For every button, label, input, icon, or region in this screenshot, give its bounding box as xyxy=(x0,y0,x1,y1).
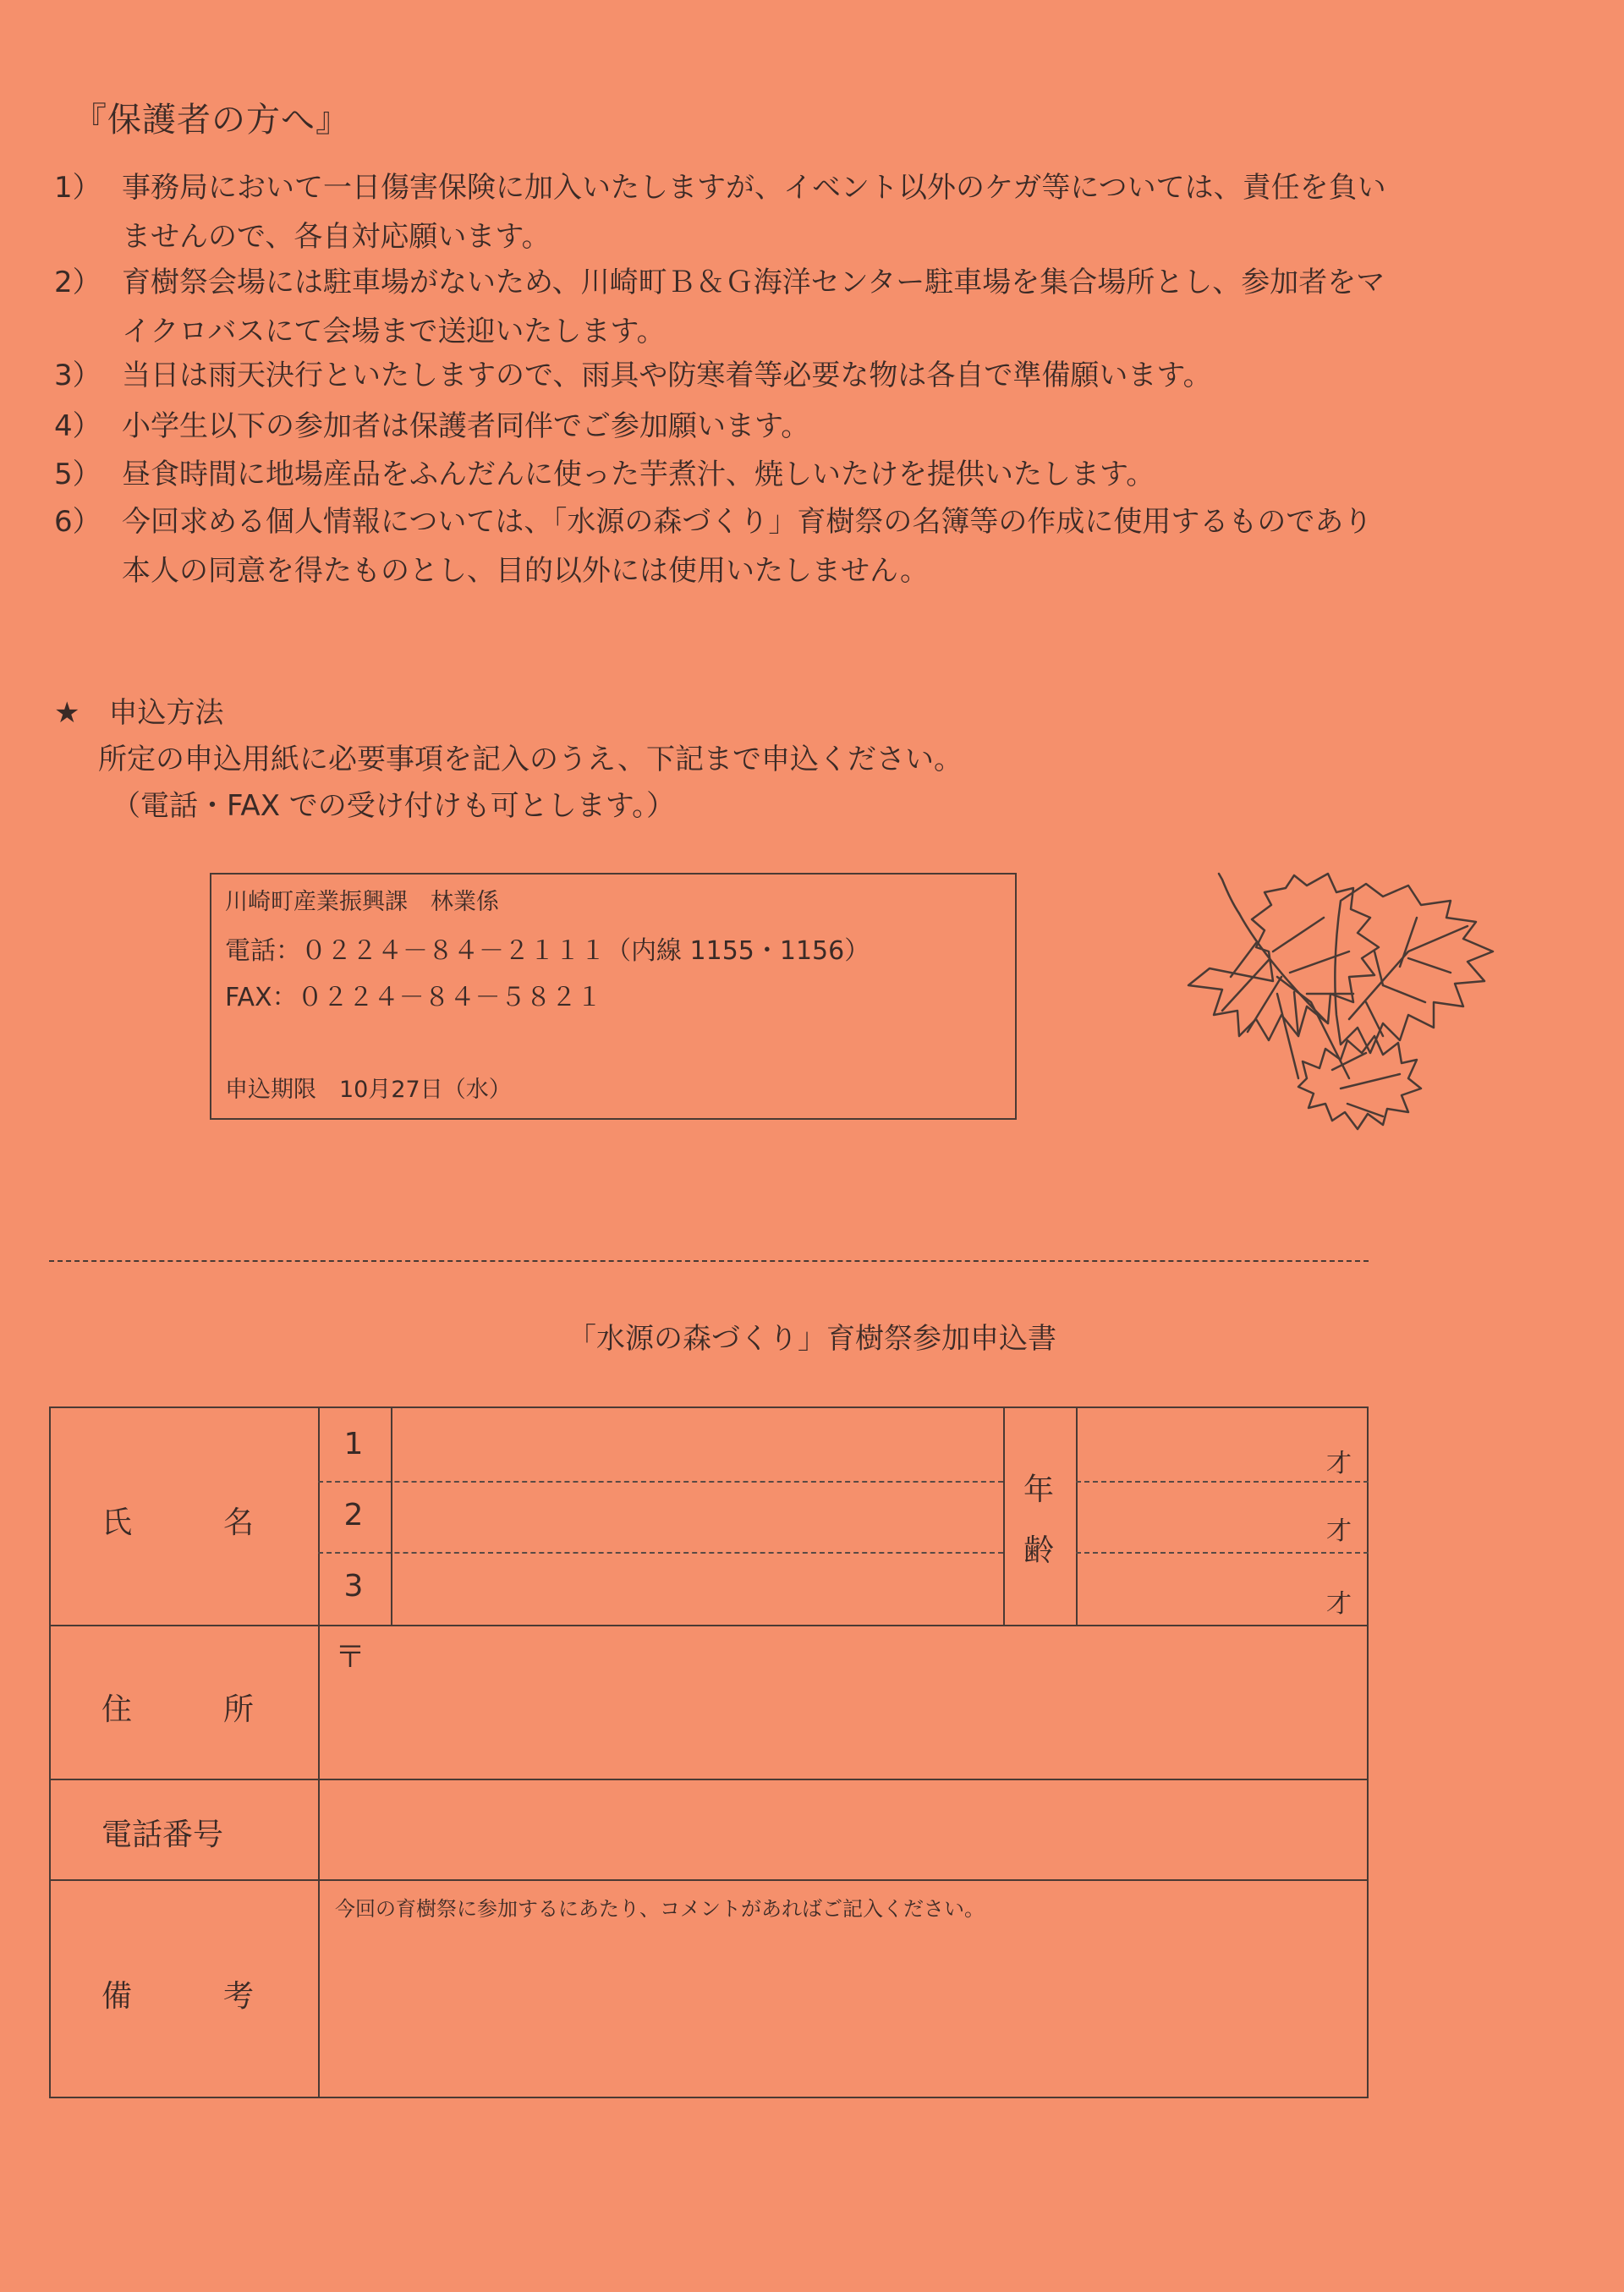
contact-box xyxy=(210,873,1017,1120)
application-form xyxy=(49,1406,1369,2098)
age-field-1[interactable] xyxy=(1078,1410,1369,1479)
age-unit: 才 xyxy=(1326,1589,1352,1619)
note-line: 事務局において一日傷害保険に加入いたしますが、イベント以外のケガ等については、責任を負い xyxy=(122,171,1386,205)
cut-line xyxy=(49,1260,1369,1262)
contact-office: 川崎町産業振興課 林業係 xyxy=(225,889,499,915)
address-label: 住 所 xyxy=(102,1692,255,1727)
note-line: 本人の同意を得たものとし、目的以外には使用いたしません。 xyxy=(122,554,930,588)
note-line: 今回求める個人情報については、「水源の森づくり」育樹祭の名簿等の作成に使用するものであり xyxy=(122,505,1373,539)
leaf-illustration xyxy=(1129,867,1535,1138)
note-number: 5） xyxy=(54,458,102,491)
remarks-field[interactable] xyxy=(320,1922,1369,2097)
application-method-text: 所定の申込用紙に必要事項を記入のうえ、下記まで申込ください。 xyxy=(98,743,963,776)
note-number: 4） xyxy=(54,409,102,443)
remarks-hint: 今回の育樹祭に参加するにあたり、コメントがあればご記入ください。 xyxy=(335,1897,985,1921)
note-number: 2） xyxy=(54,266,102,299)
postal-mark: 〒 xyxy=(335,1640,366,1675)
address-field[interactable] xyxy=(320,1626,1369,1777)
age-field-2[interactable] xyxy=(1078,1483,1369,1550)
guardians-heading: 『保護者の方へ』 xyxy=(73,101,350,140)
application-method-title: ★ 申込方法 xyxy=(54,696,224,730)
note-number: 1） xyxy=(54,171,102,205)
name-field-3[interactable] xyxy=(392,1554,1001,1623)
name-field-1[interactable] xyxy=(392,1410,1001,1479)
age-unit: 才 xyxy=(1326,1516,1352,1546)
name-field-2[interactable] xyxy=(392,1483,1001,1550)
age-unit: 才 xyxy=(1326,1449,1352,1478)
note-number: 3） xyxy=(54,359,102,392)
note-line: ませんので、各自対応願います。 xyxy=(122,220,551,254)
age-label: 齢 xyxy=(1023,1533,1055,1568)
note-line: 育樹祭会場には駐車場がないため、川崎町Ｂ＆Ｇ海洋センター駐車場を集合場所とし、参加者をマ xyxy=(122,266,1385,299)
phone-label: 電話番号 xyxy=(102,1818,224,1852)
note-number: 6） xyxy=(54,505,102,539)
note-line: 当日は雨天決行といたしますので、雨具や防寒着等必要な物は各自で準備願います。 xyxy=(122,359,1212,392)
application-method-note: （電話・FAX での受け付けも可とします。） xyxy=(112,789,676,823)
application-deadline: 申込期限 10月27日（水） xyxy=(225,1077,512,1103)
phone-field[interactable] xyxy=(320,1780,1369,1878)
name-label: 氏 名 xyxy=(102,1505,255,1540)
age-field-3[interactable] xyxy=(1078,1554,1369,1623)
contact-phone: 電話：０２２４－８４－２１１１（内線 1155・1156） xyxy=(225,936,870,966)
note-line: イクロバスにて会場まで送迎いたします。 xyxy=(122,315,666,348)
age-label: 年 xyxy=(1023,1472,1055,1507)
form-title: 「水源の森づくり」育樹祭参加申込書 xyxy=(568,1322,1056,1356)
note-line: 昼食時間に地場産品をふんだんに使った芋煮汁、焼しいたけを提供いたします。 xyxy=(122,458,1155,491)
contact-fax: FAX：０２２４－８４－５８２１ xyxy=(225,983,602,1012)
name-row-number: 2 xyxy=(343,1498,364,1533)
note-line: 小学生以下の参加者は保護者同伴でご参加願います。 xyxy=(122,409,810,443)
remarks-label: 備 考 xyxy=(102,1979,255,2014)
name-row-number: 1 xyxy=(343,1427,364,1461)
name-row-number: 3 xyxy=(343,1569,364,1604)
